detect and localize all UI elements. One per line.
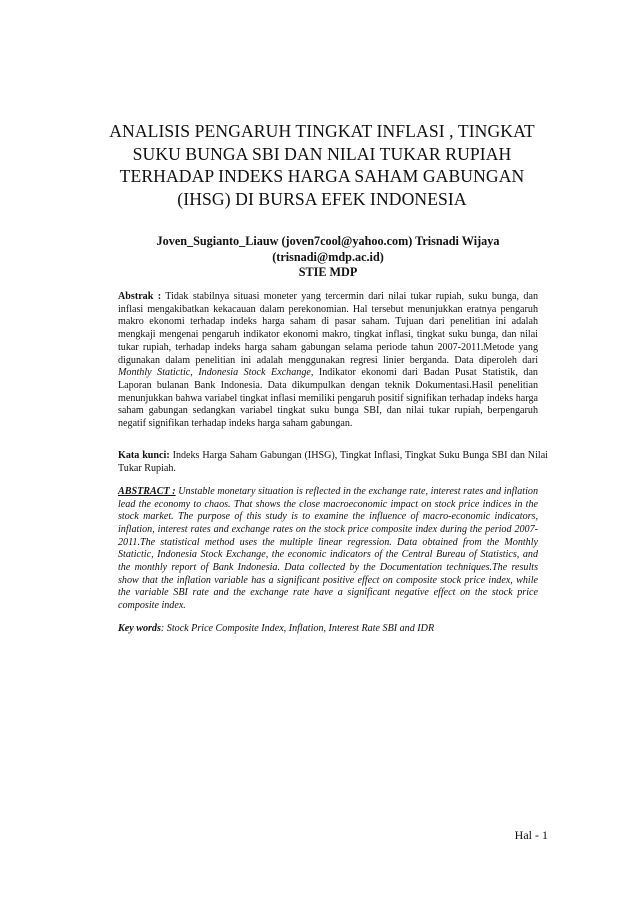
page-number: Hal - 1 xyxy=(514,828,548,842)
kata-kunci-label: Kata kunci: xyxy=(118,450,170,461)
key-words-label: Key words xyxy=(118,623,161,634)
affiliation: STIE MDP xyxy=(298,265,358,280)
abstract-english-paragraph xyxy=(118,486,538,613)
abstrak-text-continued: , Indikator ekonomi dari Badan Pusat Statistik, dan Laporan bulanan Bank Indonesia. Data dikumpulkan dengan teknik Dokumentasi.Hasil penelitian menunjukkan bahwa variabel tingkat inflasi memiliki pengaruh positif signifikan terhadap indeks harga saham gabungan sedangkan variabel tingkat suku bunga SBI, dan nilai tukar rupiah, berpengaruh negatif signifikan terhadap indeks harga saham gabungan. xyxy=(118,367,538,430)
paper-title xyxy=(100,120,544,210)
kata-kunci-text: Indeks Harga Saham Gabungan (IHSG), Tingkat Inflasi, Tingkat Suku Bunga SBI dan Nilai Tukar Rupiah. xyxy=(118,450,548,474)
key-words-paragraph xyxy=(118,622,538,635)
title-line: ANALISIS PENGARUH TINGKAT INFLASI , TINGKAT xyxy=(109,121,535,141)
title-line: SUKU BUNGA SBI DAN NILAI TUKAR RUPIAH xyxy=(132,143,512,164)
abstrak-source-idx: Indonesia Stock Exchange xyxy=(198,367,311,379)
kata-kunci-paragraph xyxy=(118,449,548,475)
abstrak-text: Tidak stabilnya situasi moneter yang tercermin dari nilai tukar rupiah, suku bunga, dan inflasi mengakibatkan kekacauan dalam perekonomian. Hal tersebut menunjukkan eratnya pengaruh makro ekonomi terhadap indeks harga saham di pasar saham. Tujuan dari penelitian ini adalah mengkaji mengenai pengaruh indikator ekonomi makro, tingkat inflasi, tingkat suku bunga, dan nilai tukar rupiah, terhadap indeks harga saham gabungan selama periode tahun 2007-2011.Metode yang digunakan dalam penelitian ini adalah menggunakan regresi linier berganda. Data diperoleh dari xyxy=(118,291,539,366)
abstrak-source-monthly-statistic: Monthly Statictic xyxy=(118,367,191,379)
key-words-text: : Stock Price Composite Index, Inflation, Interest Rate SBI and IDR xyxy=(160,623,435,634)
abstrak-separator: , xyxy=(190,367,199,379)
title-line: (IHSG) DI BURSA EFEK INDONESIA xyxy=(177,188,467,209)
abstrak-label: Abstrak : xyxy=(118,291,162,302)
abstrak-paragraph xyxy=(118,291,538,431)
abstract-label: ABSTRACT : xyxy=(118,486,176,497)
author-line: Joven_Sugianto_Liauw (joven7cool@yahoo.com) Trisnadi Wijaya xyxy=(156,234,500,248)
abstract-text: Unstable monetary situation is reflected in the exchange rate, interest rates and inflation lead the economy to chaos. That shows the close macroeconomic impact on stock price indices in the stock market. The purpose of this study is to examine the influence of macro-economic indicators, inflation, interest rates and exchange rates on the stock price composite index during the period 2007-2011.The statistical method uses the multiple linear regression. Data obtained from the Monthly Statictic, Indonesia Stock Exchange, the economic indicators of the Central Bureau of Statistics, and the monthly report of Bank Indonesia. Data collected by the Documentation techniques.The results show that the inflation variable has a significant positive effect on composite stock price index, while the variable SBI rate and the exchange rate have a significant negative effect on the stock price composite index. xyxy=(118,486,538,611)
title-line: TERHADAP INDEKS HARGA SAHAM GABUNGAN xyxy=(119,166,525,186)
author-email: (trisnadi@mdp.ac.id) xyxy=(272,249,384,264)
author-block xyxy=(118,234,538,281)
